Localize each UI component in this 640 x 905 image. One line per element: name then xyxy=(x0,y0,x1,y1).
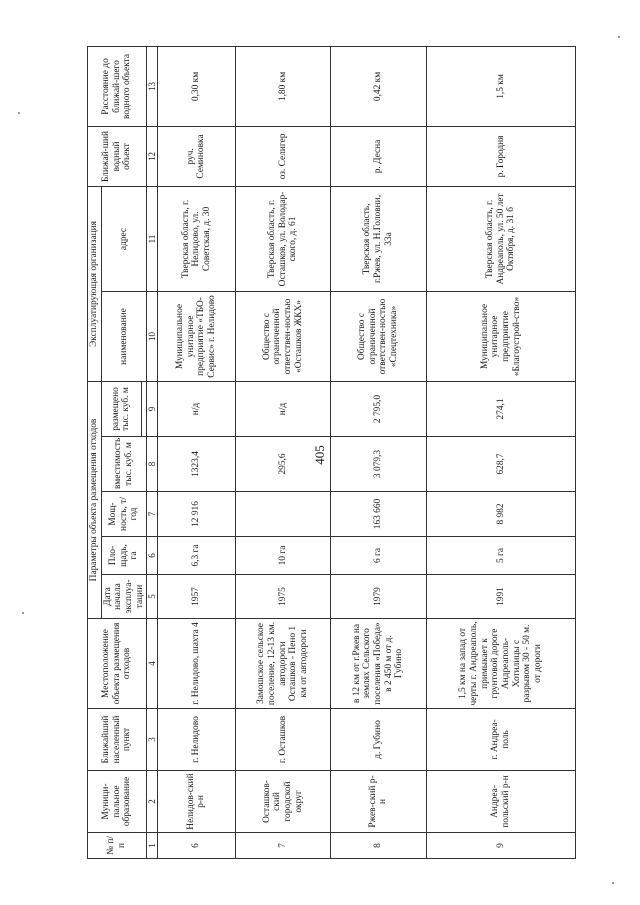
cell-placed: н/д xyxy=(235,381,330,436)
table-row xyxy=(331,46,426,858)
page-number: 405 xyxy=(312,445,327,465)
cell-num: 8 xyxy=(331,833,426,859)
cell-location: Замошское сельское поселение, 12-13 км. автодороги Осташков - Пено 1 км от автодороги xyxy=(235,619,330,709)
table-row xyxy=(426,46,576,858)
cell-municipality: Осташков-ский городской округ xyxy=(235,771,330,833)
cell-distance: 1,80 км xyxy=(235,46,330,126)
cell-municipality: Андреа-польский р-н xyxy=(426,771,576,833)
header-settlement: Ближайший населенный пункт xyxy=(88,709,147,771)
cell-location: 1,5 км на запад от черты г. Андреаполь, примыкает к грунтовой дороге Андреаполь-Хотилицы с разрывом 30 - 50 м. от дороги xyxy=(426,619,576,709)
cell-op-address: Тверская область, г.Ржев, ул. Н.Головни, 33а xyxy=(331,186,426,291)
column-number: 4 xyxy=(147,619,158,709)
scan-speck xyxy=(22,612,24,614)
cell-distance: 0,30 км xyxy=(158,46,235,126)
column-number: 6 xyxy=(147,537,158,575)
scan-speck xyxy=(618,36,620,38)
cell-settlement: д. Губино xyxy=(331,709,426,771)
cell-settlement: г. Осташков xyxy=(235,709,330,771)
cell-op-address: Тверская область, г. Андреаполь, ул. 50 лет Октября, д. 31 б xyxy=(426,186,576,291)
cell-num: 9 xyxy=(426,833,576,859)
header-area: Пло-щадь, га xyxy=(101,537,147,575)
column-number: 5 xyxy=(147,575,158,619)
cell-placed: 2 795,0 xyxy=(331,381,426,436)
cell-num: 6 xyxy=(158,833,235,859)
cell-capacity: 163 660 xyxy=(331,492,426,537)
cell-capacity xyxy=(235,492,330,537)
cell-location: в 12 км от г.Ржев на землях Сельского поселения «Победа» в 2 450 м от д. Губино xyxy=(331,619,426,709)
cell-area: 10 га xyxy=(235,537,330,575)
cell-water: руч. Семиновка xyxy=(158,126,235,186)
header-operator-group: Эксплуатирующая организация xyxy=(88,186,102,381)
cell-date: 1975 xyxy=(235,575,330,619)
cell-volume: 628,7 xyxy=(426,437,576,492)
cell-settlement: г. Нелидово xyxy=(158,709,235,771)
cell-distance: 1,5 км xyxy=(426,46,576,126)
cell-op-address: Тверская область, г. Осташков, ул. Володар-ского, д. 61 xyxy=(235,186,330,291)
cell-op-name: Муниципальное унитарное предприятие «Благоустрой-ство» xyxy=(426,291,576,381)
header-water: Ближай-ший водный объект xyxy=(88,126,147,186)
column-number: 13 xyxy=(147,46,158,126)
scan-speck xyxy=(18,112,20,114)
cell-placed: н/д xyxy=(158,381,235,436)
column-number: 1 xyxy=(147,833,158,859)
cell-op-address: Тверская область, г. Нелидово, ул. Советская, д. 30 xyxy=(158,186,235,291)
cell-settlement: г. Андреа-поль xyxy=(426,709,576,771)
header-municipality: Муници-пальное образование xyxy=(88,771,147,833)
column-number: 9 xyxy=(147,381,158,436)
cell-op-name: Муниципальное унитарное предприятие «ТБО-Сервис» г. Нелидово xyxy=(158,291,235,381)
header-date: Дата начала эксплуа-тации xyxy=(101,575,147,619)
header-num: № п/п xyxy=(88,833,147,859)
table-row xyxy=(158,46,235,858)
header-placed: размещено тыс. куб. м xyxy=(101,381,141,436)
cell-date: 1979 xyxy=(331,575,426,619)
cell-op-name: Общество с ограниченной ответствен-ностью «Осташков ЖКХ» xyxy=(235,291,330,381)
column-number: 7 xyxy=(147,492,158,537)
column-number: 3 xyxy=(147,709,158,771)
cell-area: 5 га xyxy=(426,537,576,575)
cell-area: 6 га xyxy=(331,537,426,575)
cell-water: оз. Селигер xyxy=(235,126,330,186)
cell-date: 1991 xyxy=(426,575,576,619)
table-row xyxy=(235,46,330,858)
cell-capacity: 8 982 xyxy=(426,492,576,537)
header-capacity: Мощ-ность, т/год xyxy=(101,492,147,537)
cell-area: 6,3 га xyxy=(158,537,235,575)
header-op-name: наименование xyxy=(101,291,147,381)
cell-distance: 0,42 км xyxy=(331,46,426,126)
column-number: 8 xyxy=(147,437,158,492)
header-params-group: Параметры объекта размещения отходов xyxy=(88,381,102,618)
column-number: 2 xyxy=(147,771,158,833)
cell-municipality: Ржев-ский р-н xyxy=(331,771,426,833)
cell-water: р. Городня xyxy=(426,126,576,186)
waste-facilities-table xyxy=(87,46,576,859)
column-number: 12 xyxy=(147,126,158,186)
column-number: 11 xyxy=(147,186,158,291)
cell-volume: 295,6 xyxy=(235,437,330,492)
header-location: Местоположение объекта размещения отходов xyxy=(88,619,147,709)
header-volume: вместимость тыс. куб. м xyxy=(101,437,147,492)
waste-facilities-table-wrapper xyxy=(87,47,558,859)
cell-capacity: 12 916 xyxy=(158,492,235,537)
cell-op-name: Общество с ограниченной ответствен-ностью «Спецтехника» xyxy=(331,291,426,381)
cell-placed: 274,1 xyxy=(426,381,576,436)
cell-date: 1957 xyxy=(158,575,235,619)
cell-water: р. Десна xyxy=(331,126,426,186)
header-distance: Расстояние до ближай-шего водного объекта xyxy=(88,46,147,126)
cell-location: г. Нелидово, шахта 4 xyxy=(158,619,235,709)
cell-municipality: Нелидов-ский р-н xyxy=(158,771,235,833)
cell-volume: 3 079,3 xyxy=(331,437,426,492)
header-op-address: адрес xyxy=(101,186,147,291)
column-number: 10 xyxy=(147,291,158,381)
cell-num: 7 xyxy=(235,833,330,859)
cell-volume: 1323,4 xyxy=(158,437,235,492)
scan-speck xyxy=(612,882,614,884)
